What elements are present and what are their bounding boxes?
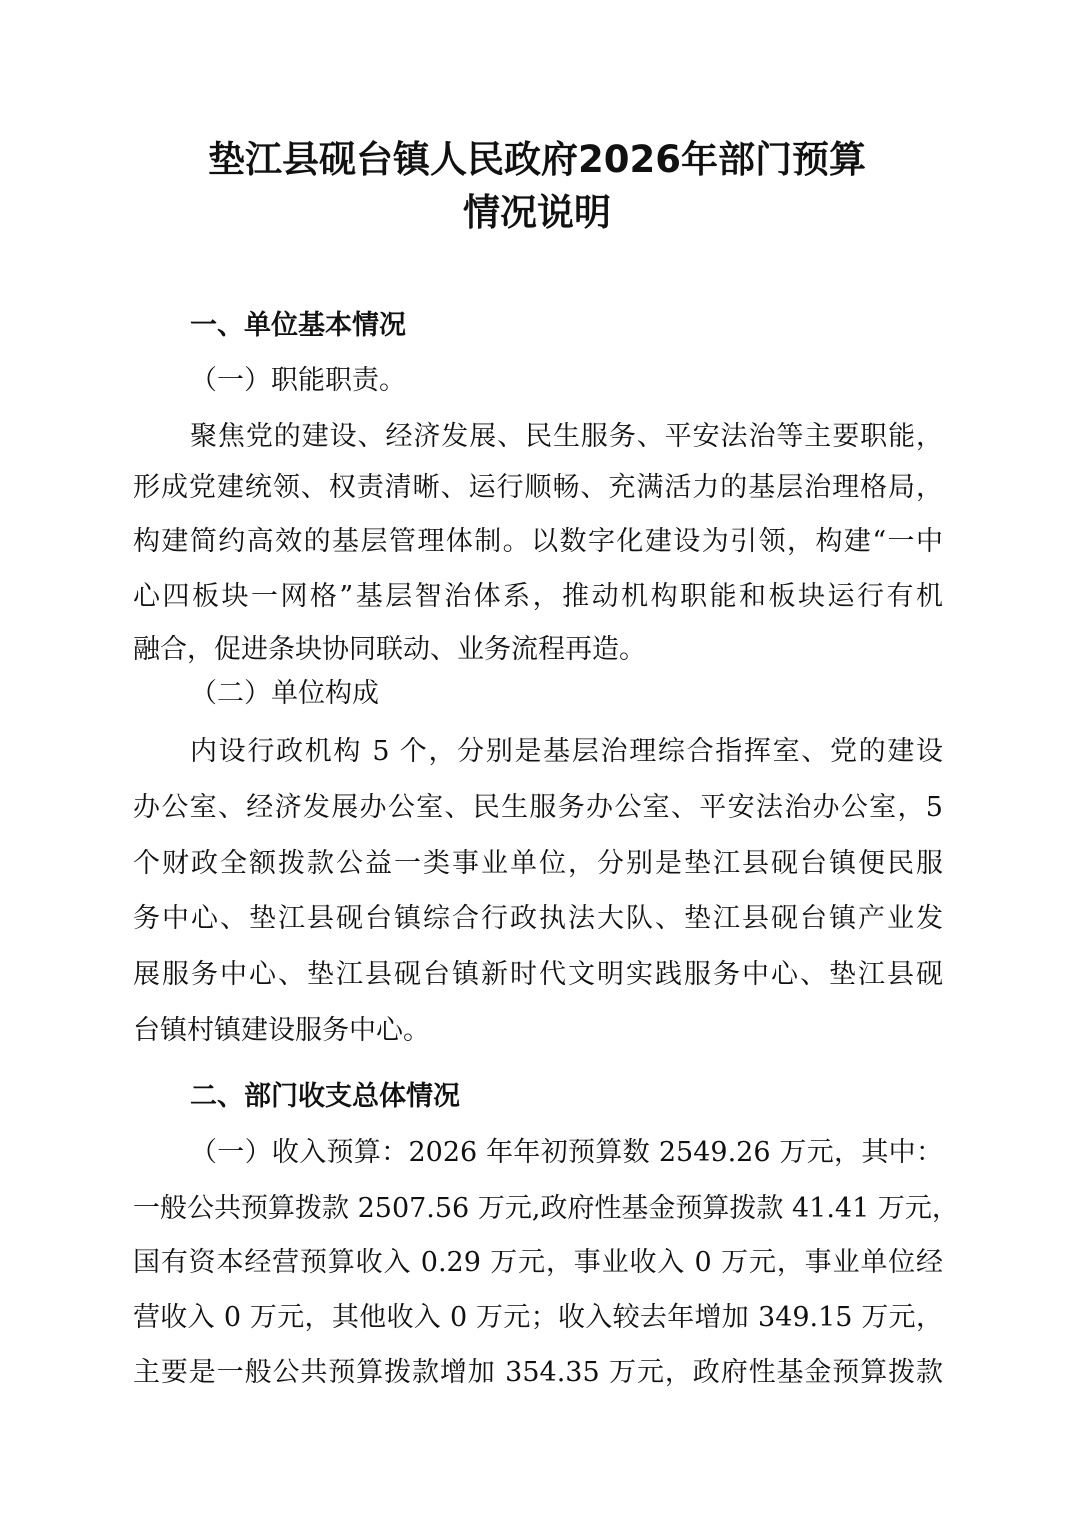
section-2-heading: 二、部门收支总体情况: [190, 1081, 460, 1112]
section-1-heading: 一、单位基本情况: [190, 310, 406, 341]
paragraph-line: 融合，促进条块协同联动、业务流程再造。: [133, 634, 646, 665]
paragraph-line: 办公室、经济发展办公室、民生服务办公室、平安法治办公室，5: [133, 792, 943, 823]
subsection-1-1-heading: （一）职能职责。: [190, 365, 406, 396]
subsection-1-2-heading: （二）单位构成: [190, 678, 379, 709]
document-title-line-2: 情况说明: [463, 191, 611, 234]
paragraph-line: 营收入 0 万元，其他收入 0 万元；收入较去年增加 349.15 万元，: [133, 1302, 943, 1333]
paragraph-line: 构建简约高效的基层管理体制。以数字化建设为引领，构建“一中: [133, 526, 943, 557]
paragraph-line: 务中心、垫江县砚台镇综合行政执法大队、垫江县砚台镇产业发: [133, 903, 943, 934]
paragraph-line: 主要是一般公共预算拨款增加 354.35 万元，政府性基金预算拨款: [133, 1357, 943, 1388]
document-title-line-1: 垫江县砚台镇人民政府2026年部门预算: [208, 138, 866, 181]
paragraph-line: 国有资本经营预算收入 0.29 万元，事业收入 0 万元，事业单位经: [133, 1247, 943, 1278]
paragraph-line: 展服务中心、垫江县砚台镇新时代文明实践服务中心、垫江县砚: [133, 959, 943, 990]
paragraph-line: 形成党建统领、权责清晰、运行顺畅、充满活力的基层治理格局，: [133, 472, 943, 503]
paragraph-line: 个财政全额拨款公益一类事业单位，分别是垫江县砚台镇便民服: [133, 848, 943, 879]
paragraph-line: 一般公共预算拨款 2507.56 万元,政府性基金预算拨款 41.41 万元，: [133, 1193, 959, 1224]
paragraph-line: （一）收入预算：2026 年年初预算数 2549.26 万元，其中：: [190, 1137, 943, 1168]
paragraph-line: 聚焦党的建设、经济发展、民生服务、平安法治等主要职能，: [190, 421, 943, 452]
paragraph-line: 内设行政机构 5 个，分别是基层治理综合指挥室、党的建设: [190, 736, 943, 767]
paragraph-line: 心四板块一网格”基层智治体系，推动机构职能和板块运行有机: [133, 581, 943, 612]
paragraph-line: 台镇村镇建设服务中心。: [133, 1015, 430, 1046]
